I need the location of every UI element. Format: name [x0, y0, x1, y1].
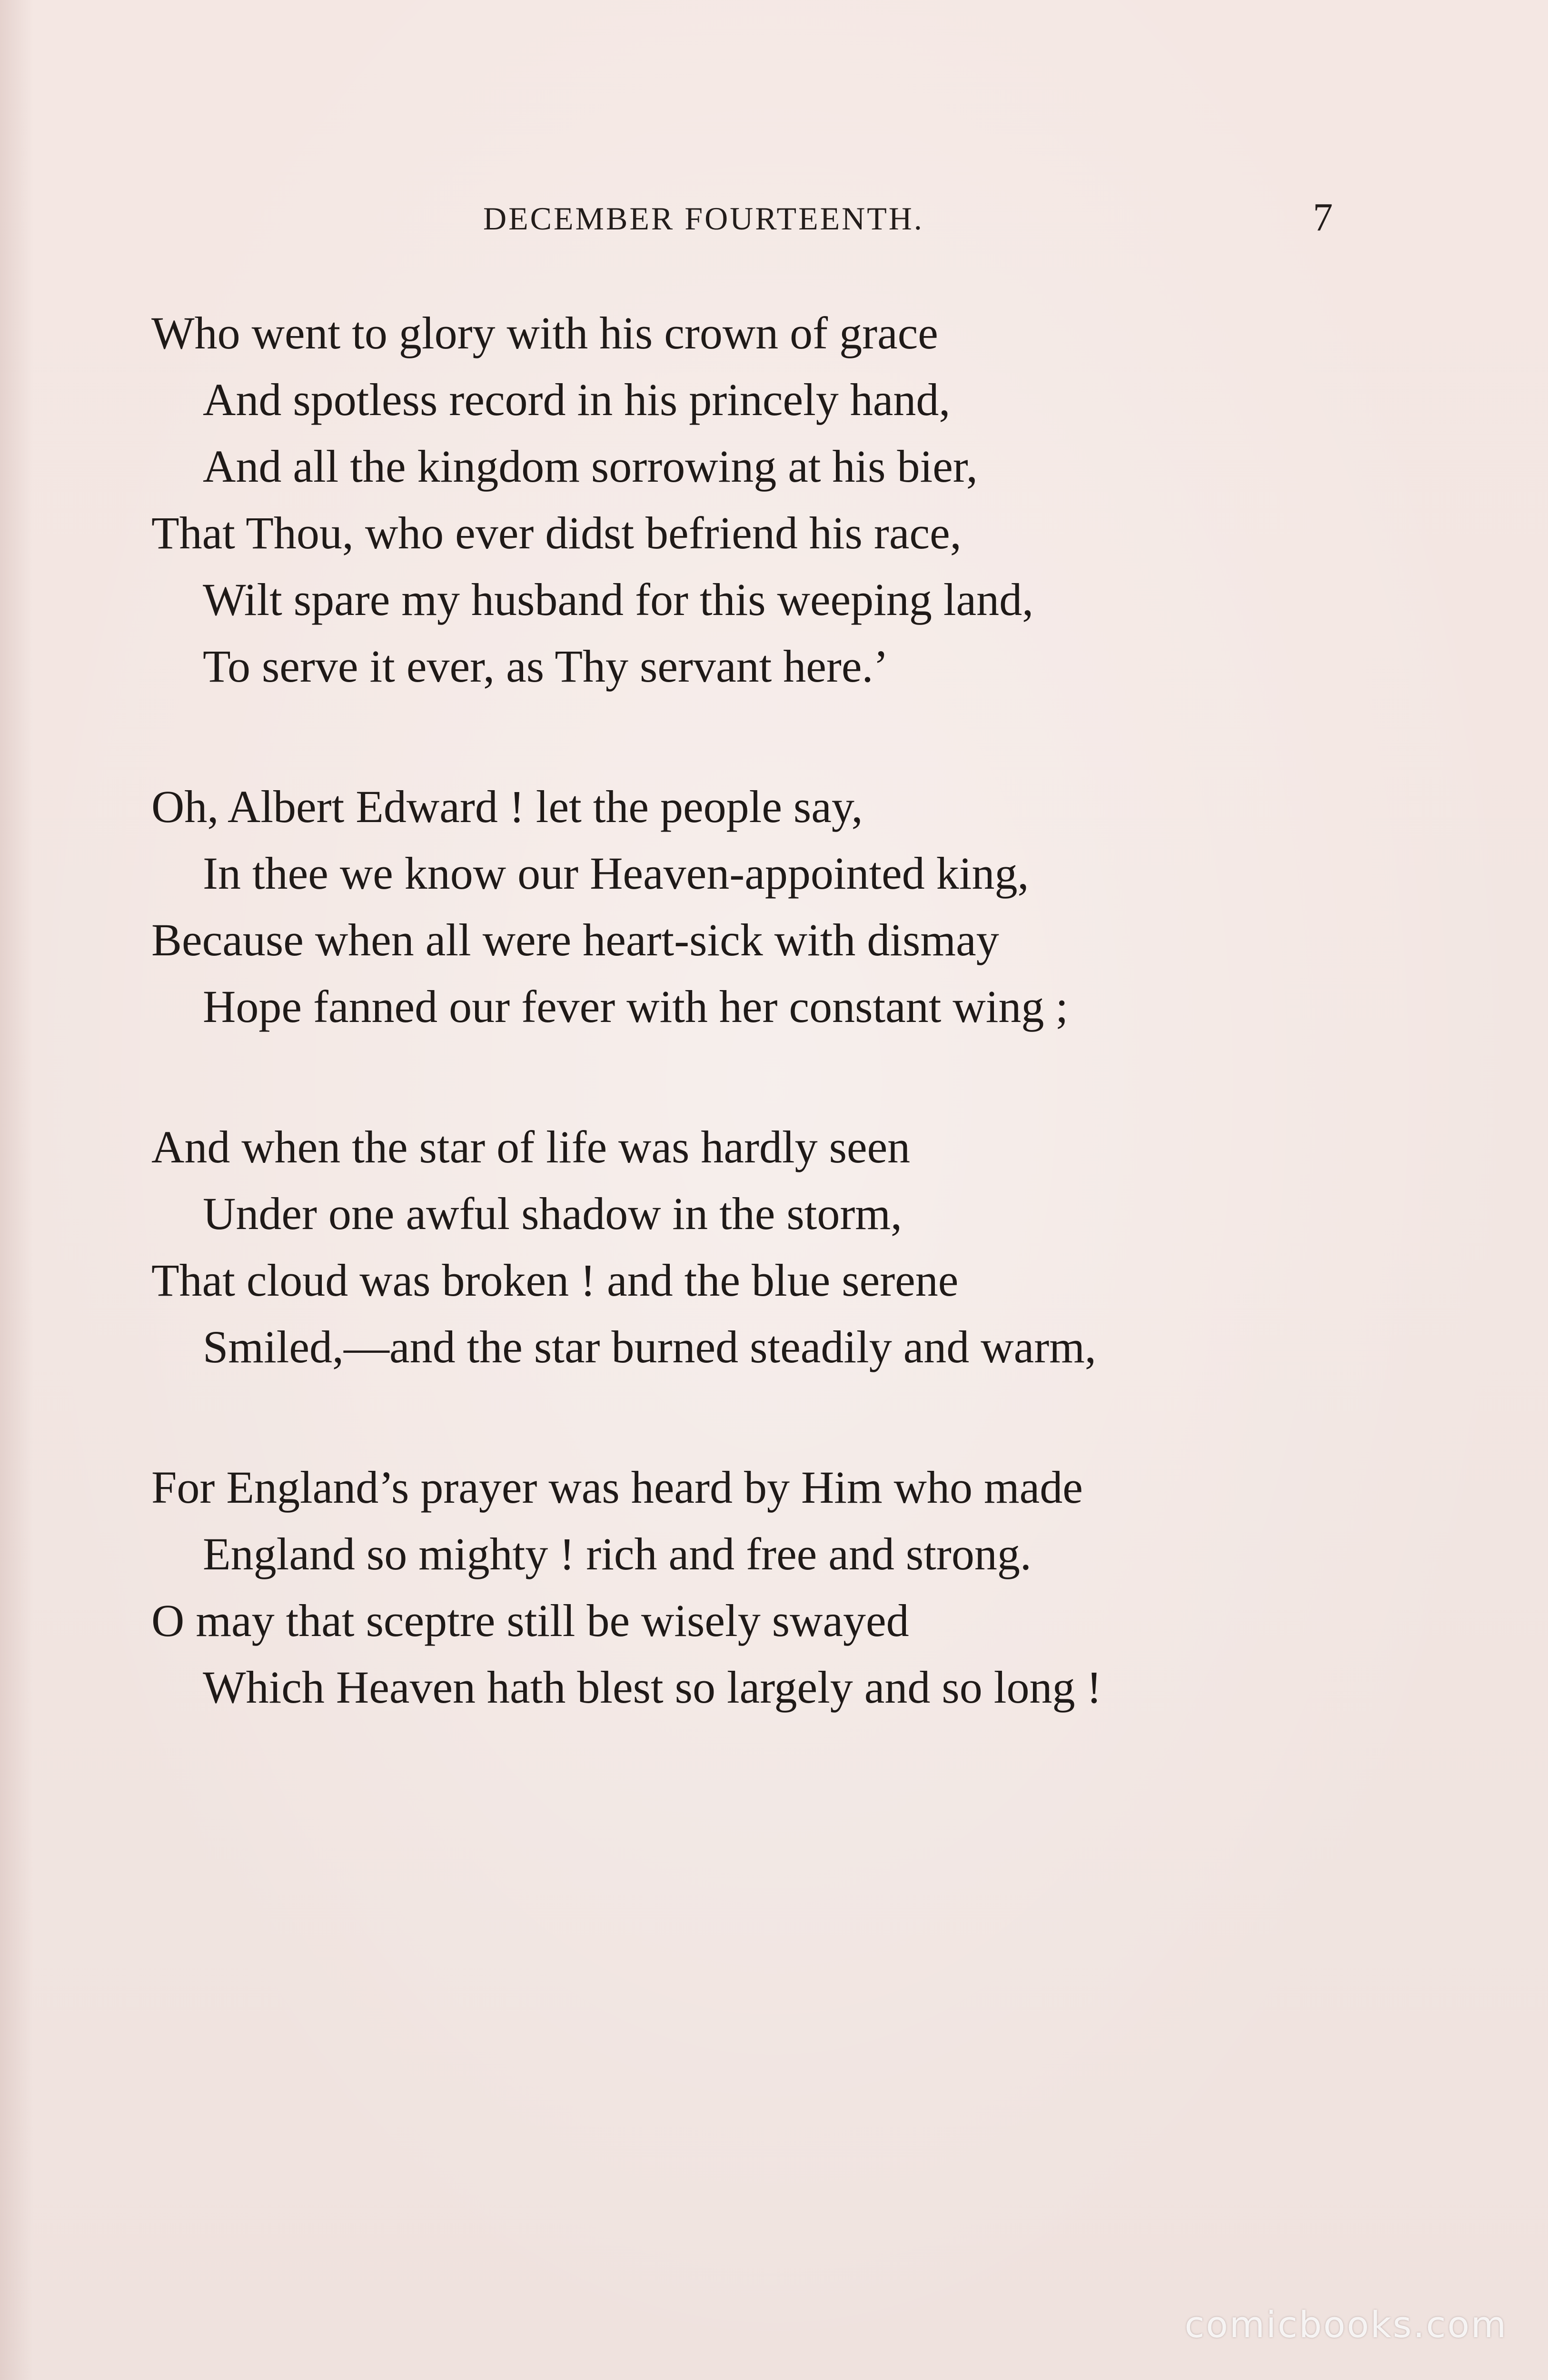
page-number: 7	[1313, 195, 1333, 239]
poem-line: Hope fanned our fever with her constant wing ;	[203, 981, 1069, 1032]
stanza-2	[151, 774, 1318, 1040]
poem-line: For England’s prayer was heard by Him who made	[151, 1462, 1083, 1513]
poem-line: And when the star of life was hardly seen	[151, 1121, 911, 1172]
poem-line: O may that sceptre still be wisely swayed	[151, 1595, 909, 1646]
poem-line: In thee we know our Heaven-appointed king,	[203, 848, 1029, 899]
poem-line: Under one awful shadow in the storm,	[203, 1188, 903, 1239]
poem-line: To serve it ever, as Thy servant here.’	[203, 641, 889, 692]
site-watermark: comicbooks.com	[1184, 2303, 1508, 2346]
poem-line: England so mighty ! rich and free and strong.	[203, 1528, 1032, 1579]
running-title: DECEMBER FOURTEENTH.	[483, 200, 924, 237]
poem-line: Who went to glory with his crown of grace	[151, 307, 938, 358]
poem-line: Which Heaven hath blest so largely and so long !	[203, 1662, 1102, 1713]
poem-line: And spotless record in his princely hand,	[203, 374, 951, 425]
poem-line: Oh, Albert Edward ! let the people say,	[151, 781, 863, 832]
stanza-3	[151, 1114, 1318, 1380]
poem-line: Wilt spare my husband for this weeping land,	[203, 574, 1034, 625]
poem-line: That Thou, who ever didst befriend his race,	[151, 507, 962, 558]
poem-line: And all the kingdom sorrowing at his bier,	[203, 441, 978, 492]
page-gutter-shadow	[0, 0, 33, 2380]
poem-line: Because when all were heart-sick with dismay	[151, 914, 999, 965]
poem-line: Smiled,—and the star burned steadily and warm,	[203, 1321, 1096, 1372]
stanza-4	[151, 1454, 1318, 1721]
stanza-1	[151, 300, 1318, 700]
poem-body	[151, 300, 1318, 1795]
poem-line: That cloud was broken ! and the blue serene	[151, 1255, 959, 1306]
